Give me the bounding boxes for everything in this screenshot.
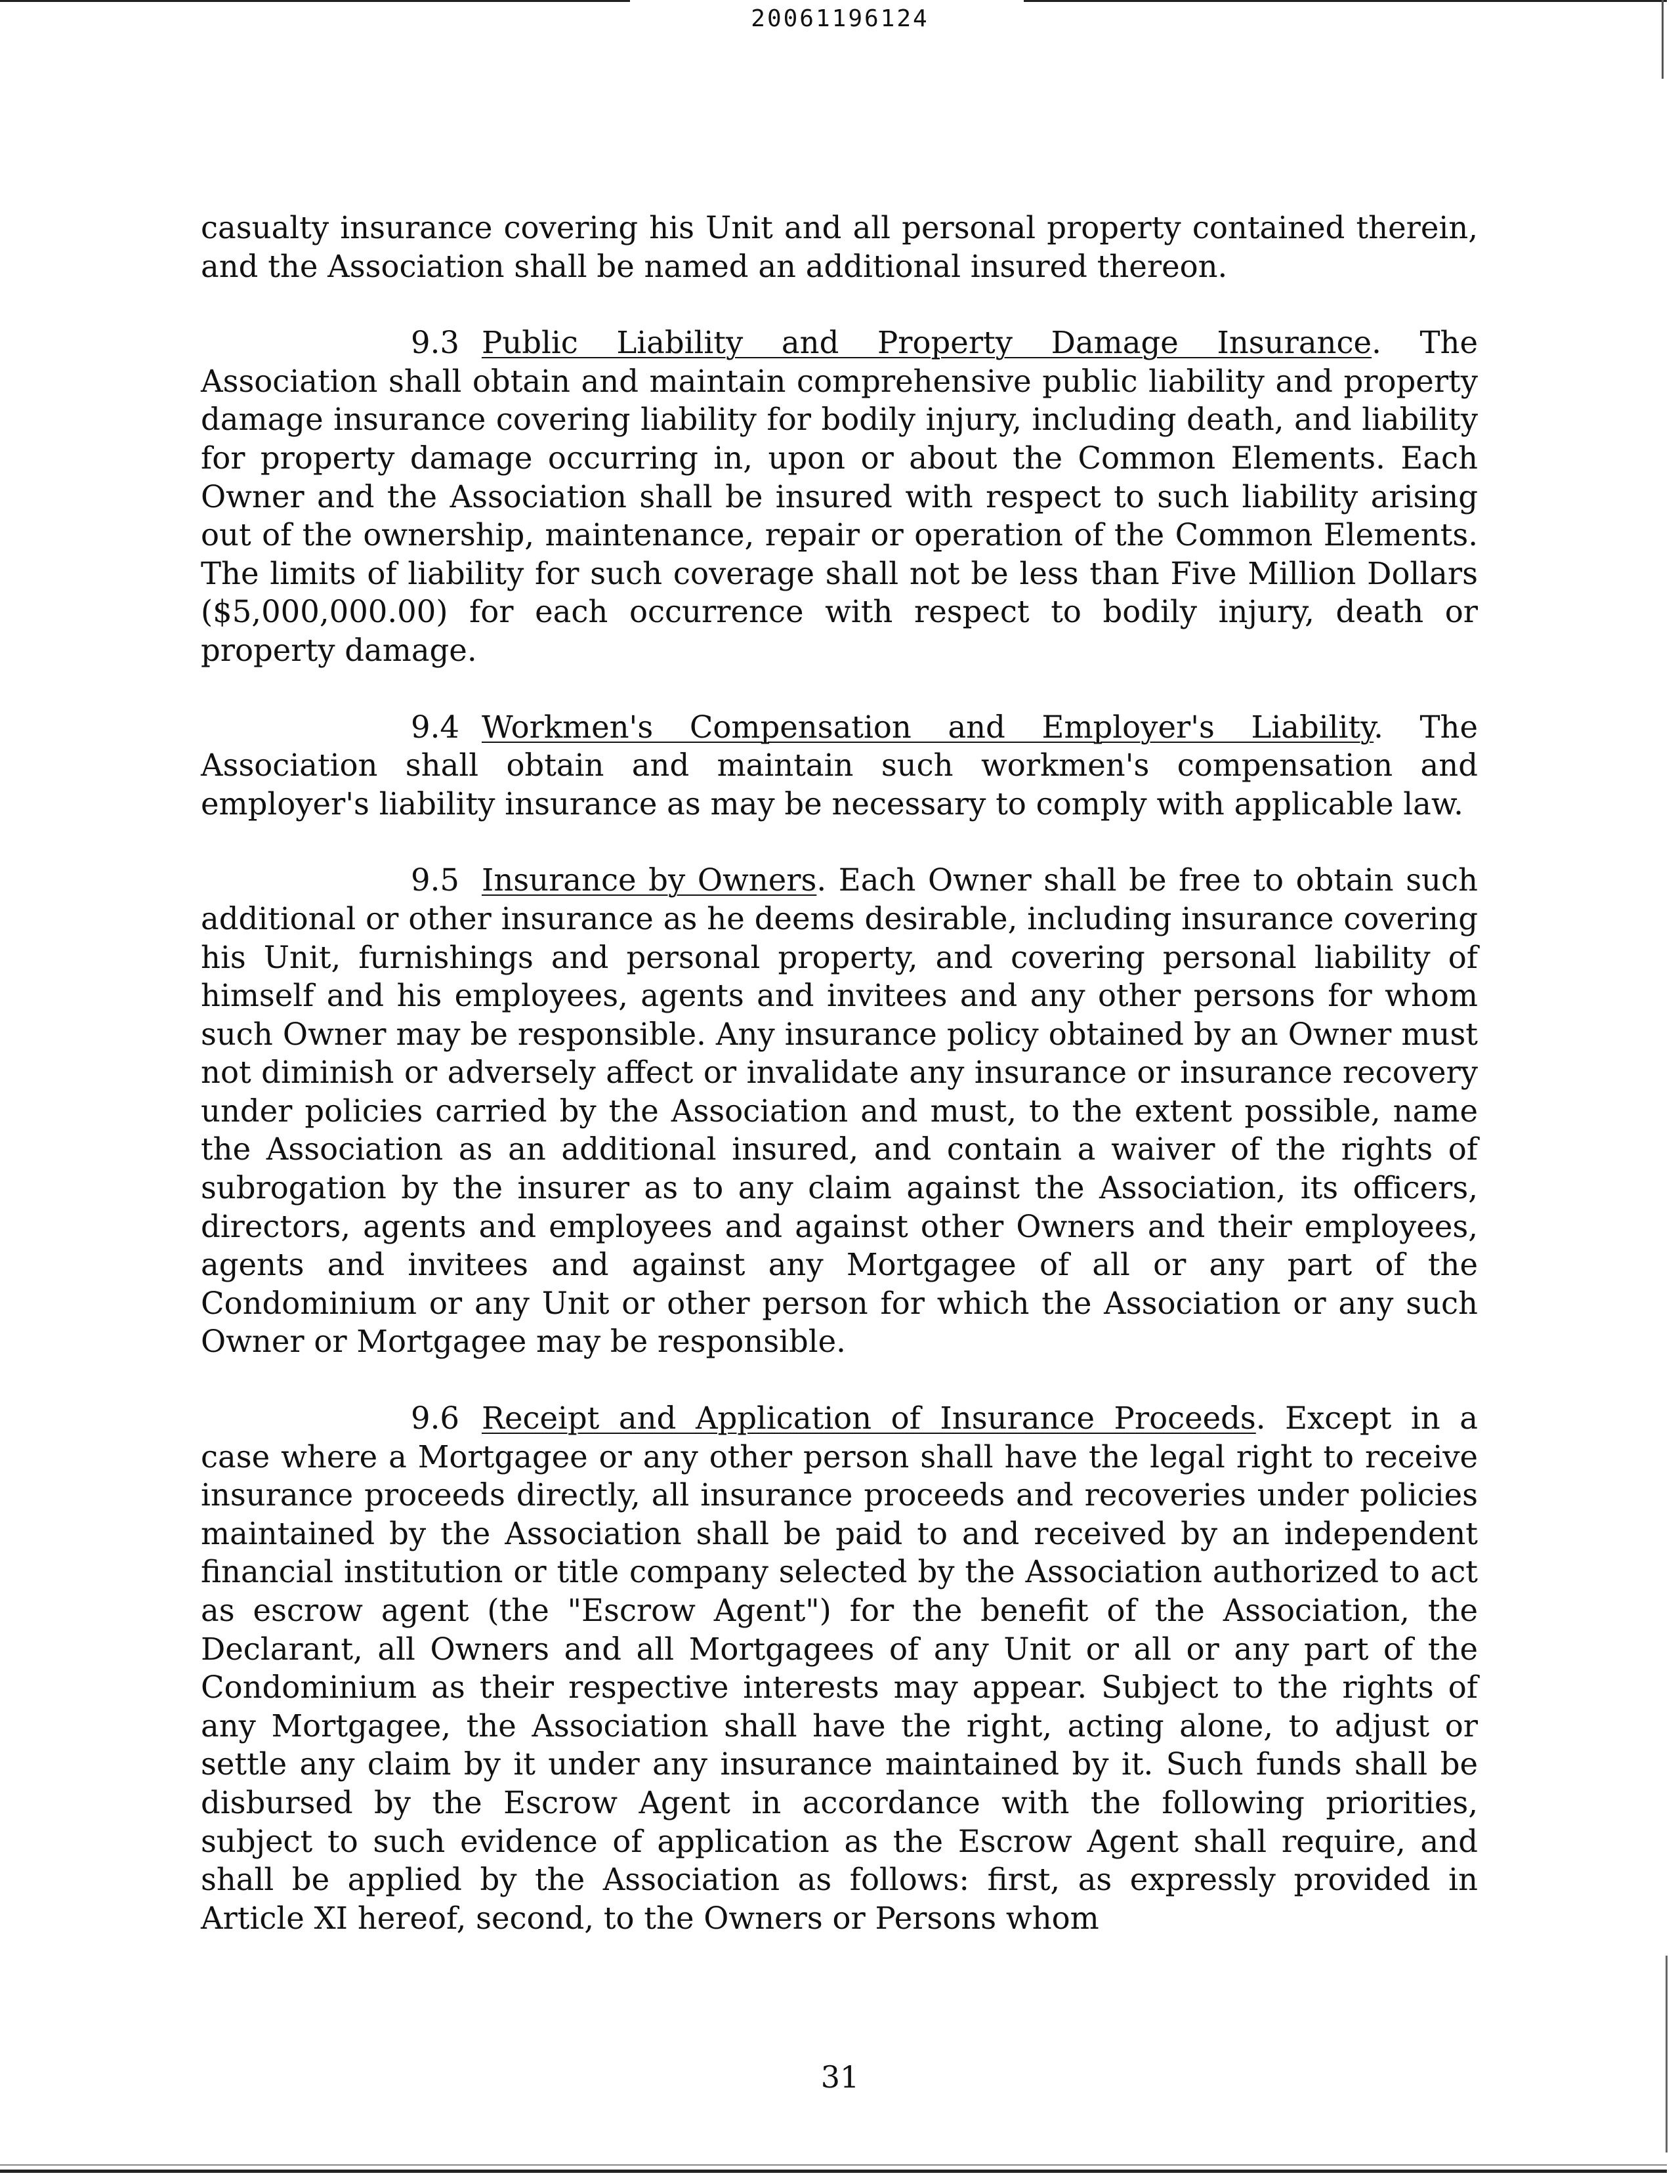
scan-edge-bottom bbox=[0, 2170, 1667, 2173]
section-number: 9.5 bbox=[411, 862, 459, 898]
section-heading-end: . bbox=[816, 862, 827, 898]
section-9-5 bbox=[201, 861, 1478, 1361]
scan-edge-top-right bbox=[1024, 0, 1667, 2]
scan-edge-top-left bbox=[0, 0, 630, 2]
section-heading-end: . bbox=[1255, 1400, 1266, 1437]
section-9-6 bbox=[201, 1399, 1478, 1937]
section-body: The Association shall obtain and maintain such workmen's compensation and employer's liability insurance as may be necessary to comply with applicable law. bbox=[201, 709, 1479, 822]
scan-edge-bottom-thin bbox=[0, 2164, 1667, 2166]
section-number: 9.3 bbox=[411, 325, 459, 361]
document-body bbox=[201, 209, 1478, 1975]
section-heading: Insurance by Owners bbox=[481, 862, 817, 898]
section-body: Except in a case where a Mortgagee or any other person shall have the legal right to receive insurance proceeds directly, all insurance proceeds and recoveries under policies maintained by the Association shall be paid to and received by an independent financial institution or title company selected by the Association authorized to act as escrow agent (the "Escrow Agent") for the benefit of the Association, the Declarant, all Owners and all Mortgagees of any Unit or all or any part of the Condominium as their respective interests may appear. Subject to the rights of any Mortgagee, the Association shall have the right, acting alone, to adjust or settle any claim by it under any insurance maintained by it. Such funds shall be disbursed by the Escrow Agent in accordance with the following priorities, subject to such evidence of application as the Escrow Agent shall require, and shall be applied by the Association as follows: first, as expressly provided in Article XI hereof, second, to the Owners or Persons whom bbox=[201, 1400, 1478, 1936]
scan-edge-right-lower bbox=[1666, 1956, 1668, 2152]
section-heading-end: . bbox=[1374, 709, 1383, 745]
section-heading: Receipt and Application of Insurance Proceeds bbox=[481, 1400, 1256, 1437]
section-heading: Public Liability and Property Damage Insurance bbox=[481, 325, 1372, 361]
section-9-3 bbox=[201, 324, 1478, 669]
continuation-paragraph: casualty insurance covering his Unit and all personal property contained therein, and the Association shall be named an additional insured thereon. bbox=[201, 210, 1478, 284]
section-body: The Association shall obtain and maintain comprehensive public liability and property damage insurance covering liability for bodily injury, including death, and liability for property damage occurring in, upon or about the Common Elements. Each Owner and the Association shall be insured with respect to such liability arising out of the ownership, maintenance, repair or operation of the Common Elements. The limits of liability for such coverage shall not be less than Five Million Dollars ($5,000,000.00) for each occurrence with respect to bodily injury, death or property damage. bbox=[201, 325, 1479, 668]
section-9-4 bbox=[201, 708, 1478, 824]
document-number: 20061196124 bbox=[751, 5, 929, 32]
section-heading-end: . bbox=[1372, 325, 1381, 361]
section-heading: Workmen's Compensation and Employer's Liability bbox=[481, 709, 1374, 745]
section-number: 9.4 bbox=[411, 709, 459, 745]
section-number: 9.6 bbox=[411, 1400, 459, 1437]
page-number: 31 bbox=[820, 2059, 860, 2095]
section-body: Each Owner shall be free to obtain such additional or other insurance as he deems desirable, including insurance covering his Unit, furnishings and personal property, and covering personal liability of himself and his employees, agents and invitees and any other persons for whom such Owner may be responsible. Any insurance policy obtained by an Owner must not diminish or adversely affect or invalidate any insurance or insurance recovery under policies carried by the Association and must, to the extent possible, name the Association as an additional insured, and contain a waiver of the rights of subrogation by the insurer as to any claim against the Association, its officers, directors, agents and employees and against other Owners and their employees, agents and invitees and against any Mortgagee of all or any part of the Condominium or any Unit or other person for which the Association or any such Owner or Mortgagee may be responsible. bbox=[201, 862, 1478, 1360]
